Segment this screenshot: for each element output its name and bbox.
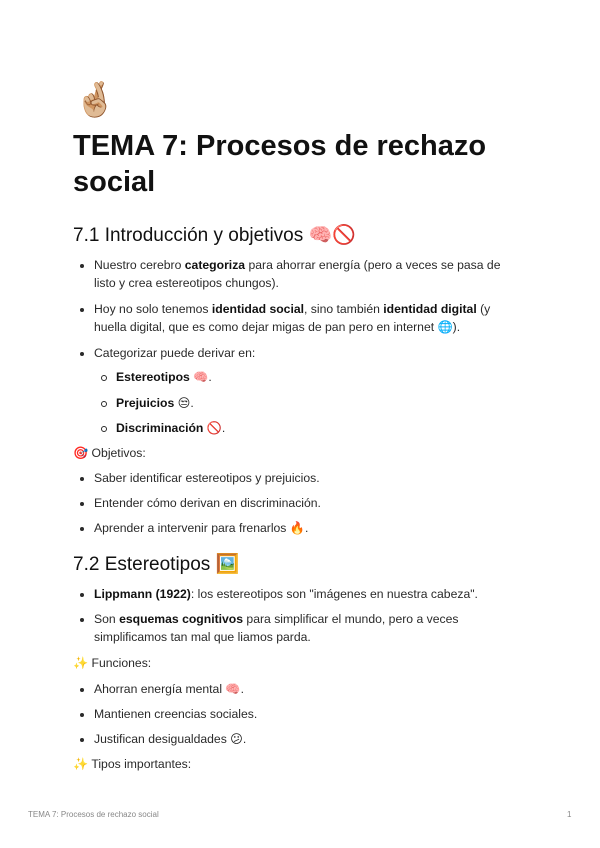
- list-item: Lippmann (1922): los estereotipos son "imágenes en nuestra cabeza".: [94, 587, 478, 601]
- bullet-dot: [80, 308, 84, 312]
- section-heading-7-1: 7.1 Introducción y objetivos 🧠🚫: [73, 225, 356, 246]
- list-item: Entender cómo derivan en discriminación.: [94, 496, 321, 510]
- bullet-dot: [80, 618, 84, 622]
- bullet-dot: [80, 264, 84, 268]
- bullet-dot: [80, 502, 84, 506]
- sub-bullet-circle: [101, 375, 107, 381]
- list-item-continuation: simplificamos tan mal que liamos parda.: [94, 630, 311, 644]
- list-item: Justifican desigualdades 😕.: [94, 732, 247, 746]
- footer-title: TEMA 7: Procesos de rechazo social: [28, 810, 159, 819]
- list-item: Mantienen creencias sociales.: [94, 707, 258, 721]
- footer-page-number: 1: [567, 810, 572, 819]
- crossed-fingers-emoji: 🤞🏼: [74, 81, 117, 119]
- sub-list-item: Estereotipos 🧠.: [116, 370, 212, 384]
- sub-list-item: Discriminación 🚫.: [116, 421, 226, 435]
- sub-bullet-circle: [101, 401, 107, 407]
- list-item-continuation: huella digital, que es como dejar migas de pan pero en internet 🌐).: [94, 320, 461, 334]
- list-item: Ahorran energía mental 🧠.: [94, 682, 244, 696]
- types-label: ✨ Tipos importantes:: [73, 757, 192, 771]
- bullet-dot: [80, 688, 84, 692]
- objectives-label: 🎯 Objetivos:: [73, 446, 146, 460]
- bullet-dot: [80, 738, 84, 742]
- section-heading-7-2: 7.2 Estereotipos 🖼️: [73, 554, 240, 575]
- list-item-continuation: listo y crea estereotipos chungos).: [94, 276, 279, 290]
- list-item: Categorizar puede derivar en:: [94, 346, 256, 360]
- bullet-dot: [80, 527, 84, 531]
- list-item: Aprender a intervenir para frenarlos 🔥.: [94, 521, 309, 535]
- bullet-dot: [80, 477, 84, 481]
- bullet-dot: [80, 713, 84, 717]
- page-title: TEMA 7: Procesos de rechazo social: [73, 130, 487, 198]
- list-item: Saber identificar estereotipos y prejuicios.: [94, 471, 320, 485]
- sub-list-item: Prejuicios 😒.: [116, 396, 194, 410]
- sub-bullet-circle: [101, 426, 107, 432]
- list-item: Hoy no solo tenemos identidad social, sino también identidad digital (y: [94, 302, 491, 316]
- functions-label: ✨ Funciones:: [73, 656, 152, 670]
- bullet-dot: [80, 593, 84, 597]
- list-item: Nuestro cerebro categoriza para ahorrar energía (pero a veces se pasa de: [94, 258, 501, 272]
- list-item: Son esquemas cognitivos para simplificar el mundo, pero a veces: [94, 612, 459, 626]
- bullet-dot: [80, 352, 84, 356]
